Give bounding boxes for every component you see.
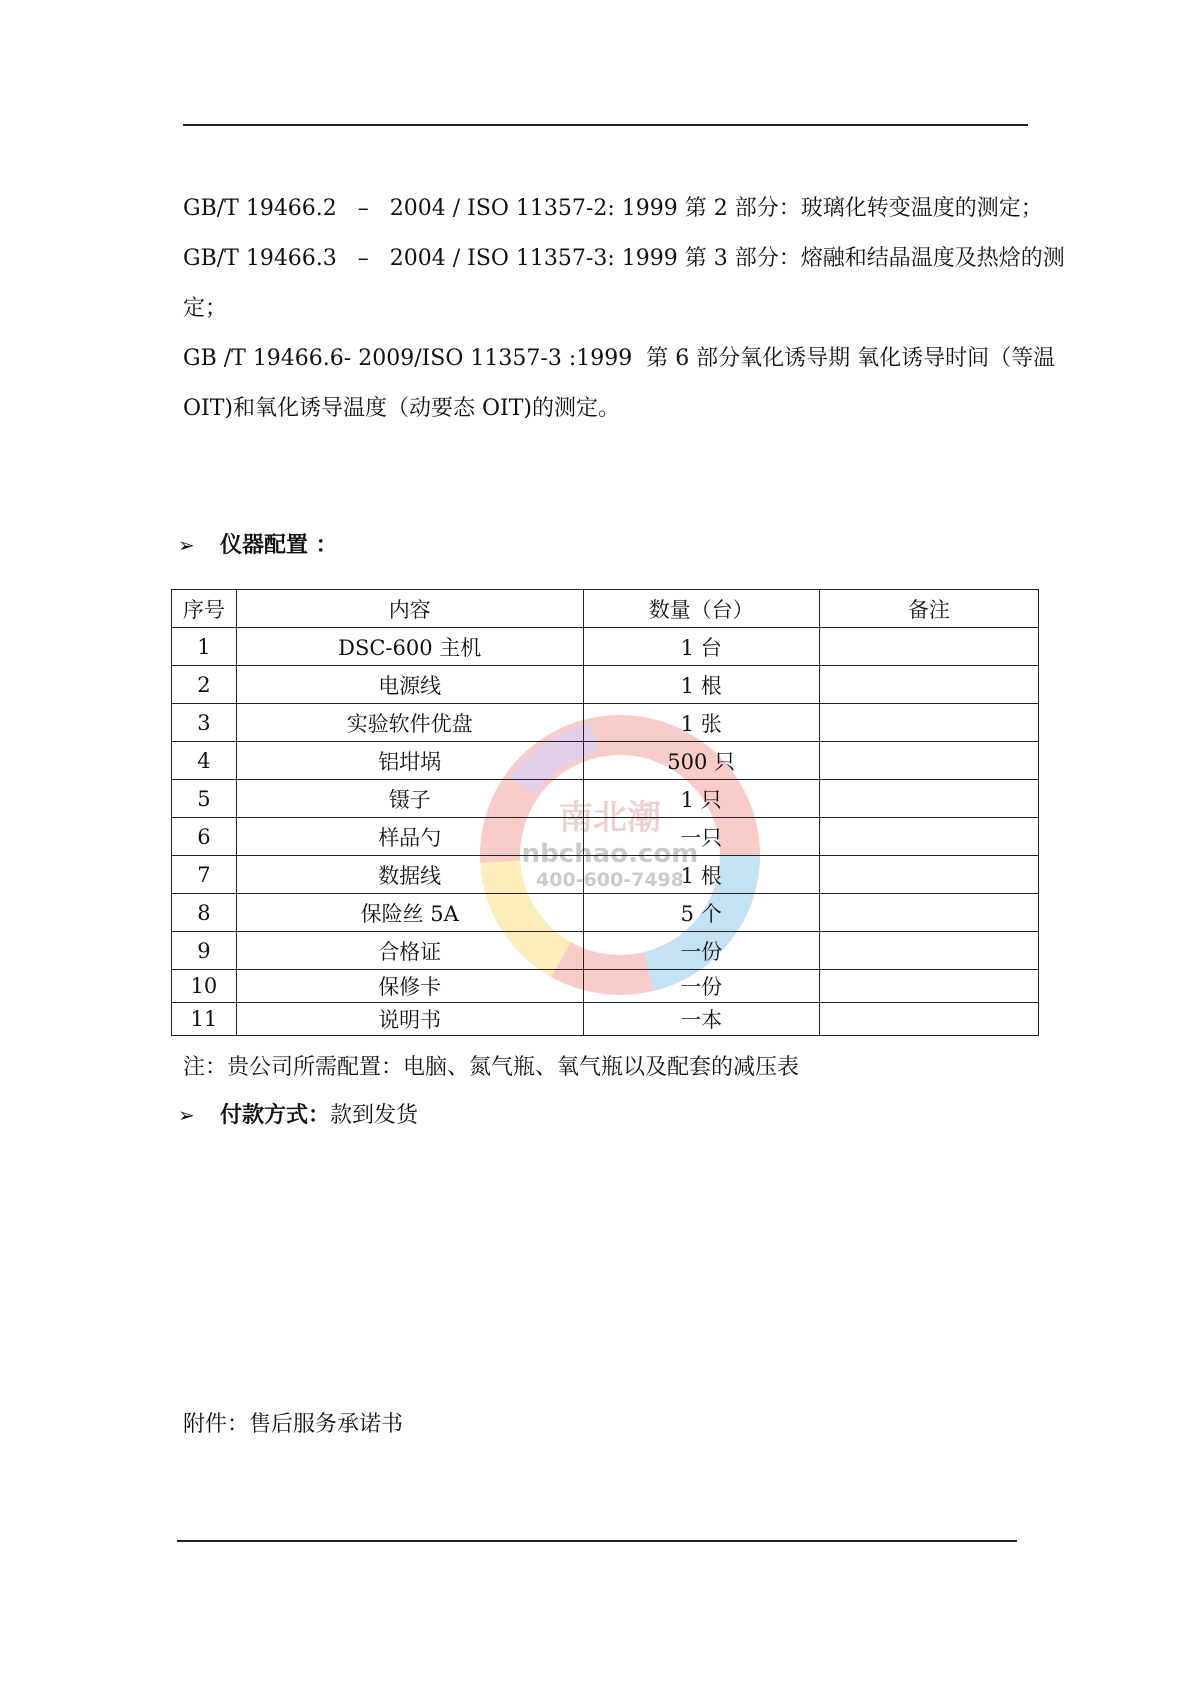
cell-quantity: 5 个 [583,894,819,932]
arrow-bullet-icon: ➢ [178,533,195,557]
cell-quantity: 一本 [583,1003,819,1036]
cell-content: 实验软件优盘 [236,704,583,742]
cell-remarks [819,970,1038,1003]
cell-index: 8 [172,894,237,932]
cell-quantity: 1 张 [583,704,819,742]
table-row [172,856,1039,894]
cell-content: 镊子 [236,780,583,818]
cell-quantity: 1 台 [583,628,819,666]
cell-index: 5 [172,780,237,818]
table-row [172,970,1039,1003]
cell-index: 7 [172,856,237,894]
header-rule [183,124,1028,126]
cell-content: 电源线 [236,666,583,704]
config-heading-text: 仪器配置 ： [220,533,338,558]
cell-index: 4 [172,742,237,780]
header-remarks: 备注 [819,590,1038,628]
table-row [172,818,1039,856]
cell-index: 1 [172,628,237,666]
table-row [172,1003,1039,1036]
standard-line: 定； [183,296,228,321]
cell-index: 2 [172,666,237,704]
config-note: 注：贵公司所需配置：电脑、氮气瓶、氧气瓶以及配套的减压表 [183,1055,800,1080]
attachment-line: 附件：售后服务承诺书 [183,1412,404,1437]
standard-line: GB /T 19466.6- 2009/ISO 11357-3 :1999 第 6 部分氧化诱导期 氧化诱导时间（等温 [183,346,1056,371]
config-table [171,589,1039,1036]
table-row [172,742,1039,780]
config-heading [178,528,338,559]
payment-value: 款到发货 [330,1103,419,1128]
table-row [172,894,1039,932]
cell-remarks [819,932,1038,970]
cell-remarks [819,894,1038,932]
cell-quantity: 一份 [583,932,819,970]
cell-index: 9 [172,932,237,970]
cell-index: 11 [172,1003,237,1036]
cell-remarks [819,856,1038,894]
cell-content: 样品勺 [236,818,583,856]
table-row [172,666,1039,704]
cell-remarks [819,818,1038,856]
arrow-bullet-icon: ➢ [178,1103,195,1127]
table-header-row [172,590,1039,628]
cell-quantity: 1 根 [583,856,819,894]
watermark-phone: 400-600-7498 [536,869,684,891]
standards-block [183,184,1128,434]
standard-line: GB/T 19466.3 – 2004 / ISO 11357-3: 1999 第 3 部分：熔融和结晶温度及热焓的测 [183,246,1065,271]
header-content: 内容 [236,590,583,628]
footer-rule [177,1540,1017,1542]
cell-content: 合格证 [236,932,583,970]
header-quantity: 数量（台） [583,590,819,628]
cell-quantity: 1 只 [583,780,819,818]
cell-content: 保险丝 5A [236,894,583,932]
cell-quantity: 500 只 [583,742,819,780]
cell-content: DSC-600 主机 [236,628,583,666]
cell-remarks [819,742,1038,780]
cell-quantity: 1 根 [583,666,819,704]
table-row [172,780,1039,818]
payment-label: 付款方式： [220,1103,331,1128]
payment-heading [178,1098,418,1129]
cell-quantity: 一只 [583,818,819,856]
watermark-site: nbchao.com [521,839,699,869]
cell-index: 3 [172,704,237,742]
cell-content: 铝坩埚 [236,742,583,780]
cell-remarks [819,780,1038,818]
cell-content: 说明书 [236,1003,583,1036]
cell-remarks [819,704,1038,742]
cell-remarks [819,628,1038,666]
cell-content: 数据线 [236,856,583,894]
cell-index: 10 [172,970,237,1003]
table-row [172,628,1039,666]
cell-remarks [819,1003,1038,1036]
cell-remarks [819,666,1038,704]
cell-content: 保修卡 [236,970,583,1003]
table-row [172,932,1039,970]
watermark-brand: 南北潮 [559,798,661,838]
cell-index: 6 [172,818,237,856]
header-index: 序号 [172,590,237,628]
standard-line: OIT)和氧化诱导温度（动要态 OIT)的测定。 [183,396,620,421]
table-row [172,704,1039,742]
cell-quantity: 一份 [583,970,819,1003]
standard-line: GB/T 19466.2 – 2004 / ISO 11357-2: 1999 第 2 部分：玻璃化转变温度的测定； [183,196,1043,221]
